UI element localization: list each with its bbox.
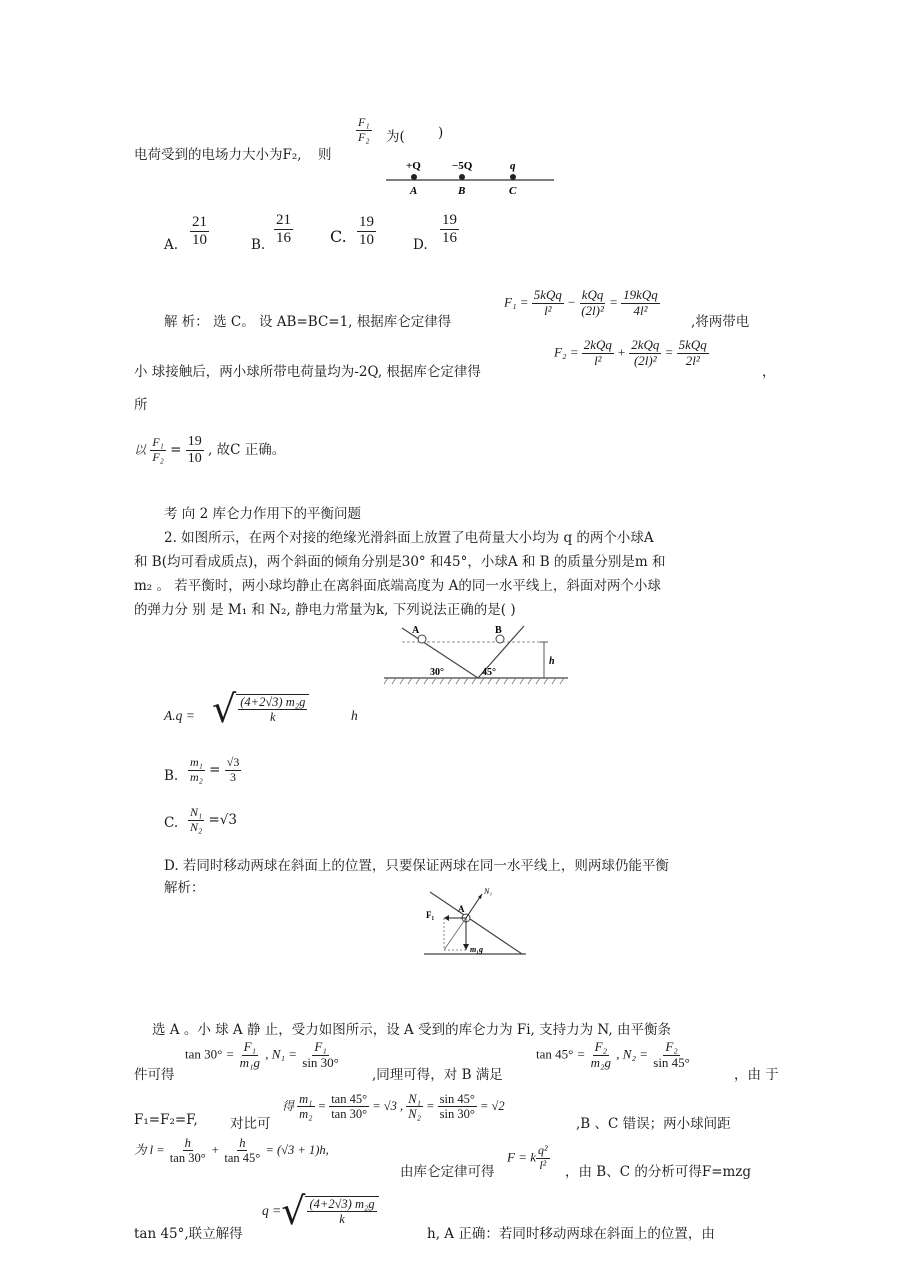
q2-solution-line3-prefix: F₁=F₂=F, (134, 1112, 198, 1128)
point-label-a: A (410, 185, 418, 197)
q2-text-line1: 2. 如图所示，在两个对接的绝缘光滑斜面上放置了电荷量大小均为 q 的两个小球A (164, 530, 654, 546)
q2-solution-eq-c: 得 $\frac{\text{m₁}}{\text{m₂}}$ = $\frac{\tan 45^\circ}{\tan 30^\circ}$ = √3 , $\frac{\text{N₁}}{\text{N₂}}$ = $\frac{\sin 45^\circ}{\sin 30^\circ}$ = √2 (282, 1092, 505, 1122)
fig2-label-n1: N₁ (484, 887, 493, 896)
q1-ratio (356, 116, 372, 145)
q1-option-a-label: A. (164, 237, 179, 253)
q2-solution-line2-tail: ，由 于 (734, 1067, 779, 1083)
point-label-c: C (509, 185, 517, 197)
force-diagram (422, 882, 532, 958)
fig-label-b: B (495, 625, 502, 636)
q2-solution-eq-e: F = k $\frac{\text{q²}}{\text{l²}}$ (507, 1143, 548, 1172)
q2-text-line3: m₂ 。 若平衡时，两小球均静止在离斜面底端高度为 A的同一水平线上，斜面对两个小球 (134, 578, 661, 594)
q1-option-c-label: C. (330, 227, 347, 246)
ball-a (418, 635, 426, 643)
q1-solution-eq2: F₂ = $\frac{\text{2kQq}}{\text{l²}}$ + $\frac{\text{2kQq}}{\text{(2l)²}}$ = $\frac{\text{5kQq}}{\text{2l²}}$ (554, 337, 707, 368)
q2-solution-line3-tail: ,B 、C 错误；两小球间距 (576, 1116, 731, 1132)
q1-option-b-label: B. (251, 237, 266, 253)
q1-then: 则 (318, 147, 332, 163)
fig2-label-a: A (458, 904, 465, 914)
q1-option-d-label: D. (413, 237, 428, 253)
q1-option-a-frac: $\frac{21}{10}$ (192, 214, 207, 249)
inclines-figure (382, 618, 570, 688)
fig2-label-mg: m₁g (470, 945, 484, 954)
fig-angle-30: 30° (430, 667, 444, 678)
q1-solution-line4: 以 $\frac{\text{F₁}}{\text{F₂}}$ = $\frac{19}{10}$ , 故C 正确。 (134, 434, 286, 467)
charge-dot-b (459, 174, 465, 180)
q1-stem-tail: 电荷受到的电场力大小为F₂, (134, 147, 302, 163)
q2-solution-eq-a: tan 30° = $\frac{\text{F₁}}{\text{m₁g}}$ , N₁ = $\frac{\text{F₁}}{\sin 30^\circ}$ (185, 1039, 339, 1070)
charge-label-a: +Q (406, 160, 421, 172)
q1-solution-line2-tail: ， (762, 364, 776, 380)
q2-solution-eq-d: 为 l = $\frac{h}{\tan 30^\circ}$ + $\frac{h}{\tan 45^\circ}$ = (√3 + 1)h, (134, 1136, 329, 1166)
q2-solution-eq-f: q =√ $\frac{\text{(4+2√3) m₂g}}{k}$ (262, 1192, 379, 1230)
q1-option-b-frac: $\frac{21}{16}$ (276, 212, 291, 247)
q2-solution-line2-mid: ,同理可得，对 B 满足 (372, 1067, 503, 1083)
q2-option-b-label: B. (164, 768, 179, 784)
charge-label-b: −5Q (452, 160, 473, 172)
q1-ask: 为( (386, 129, 405, 145)
q1-ask-close: ) (438, 125, 444, 141)
q2-solution-line4-tail: ，由 B、C 的分析可得F=mzg (565, 1164, 752, 1180)
point-label-b: B (458, 185, 466, 197)
q1-ratio-num: F₁ (358, 115, 370, 129)
charges-line-figure (384, 156, 556, 198)
q2-option-a-label: A.q = (164, 708, 195, 723)
q2-solution-line2-prefix: 件可得 (134, 1067, 175, 1083)
q1-solution-line1: 解 析： 选 C。 设 AB=BC=1, 根据库仑定律得 (164, 314, 452, 330)
q2-text-line4: 的弹力分 别 是 M₁ 和 N₂, 静电力常量为k, 下列说法正确的是( ) (134, 602, 516, 618)
section2-heading: 考 向 2 库仑力作用下的平衡问题 (164, 506, 361, 522)
q2-option-b-expr: $\frac{\text{m₁}}{\text{m₂}}$ = $\frac{√3}{3}$ (190, 755, 240, 784)
q2-solution-line5-tail: h, A 正确：若同时移动两球在斜面上的位置，由 (427, 1226, 715, 1242)
q1-solution-line3: 所 (134, 397, 148, 413)
charge-dot-c (510, 174, 516, 180)
q1-ratio-frac (356, 116, 372, 145)
q2-option-c-label: C. (164, 815, 179, 831)
q2-option-c-expr: $\frac{\text{N₁}}{\text{N₂}}$ =√3 (190, 805, 237, 834)
q2-solution-line1: 选 A 。小 球 A 静 止，受力如图所示，设 A 受到的库仑力为 Fi, 支持力为 N, 由平衡条 (152, 1022, 671, 1038)
q1-solution-line1-tail: ,将两带电 (691, 314, 750, 330)
q2-option-a-sqrt: √ $\frac{\text{(4+2√3) m₂g}}{k}$ (212, 690, 309, 728)
q2-solution-line4-mid: 由库仑定律可得 (400, 1164, 495, 1180)
q2-analysis-label: 解析： (164, 880, 205, 896)
q2-solution-line3-mid: 对比可 (230, 1116, 271, 1132)
charge-dot-a (411, 174, 417, 180)
q2-option-d: D. 若同时移动两球在斜面上的位置，只要保证两球在同一水平线上，则两球仍能平衡 (164, 858, 669, 874)
q1-solution-line2: 小 球接触后，两小球所带电荷量均为-2Q, 根据库仑定律得 (134, 364, 481, 380)
fig-label-h: h (549, 656, 555, 667)
q1-option-c-frac: $\frac{19}{10}$ (359, 214, 374, 249)
q2-text-line2: 和 B(均可看成质点)，两个斜面的倾角分别是30° 和45°，小球A 和 B 的质量分别是m 和 (134, 554, 666, 570)
charge-label-c: q (510, 160, 516, 172)
q1-solution-eq1: F₁ = $\frac{\text{5kQq}}{\text{l²}}$ − $\frac{\text{kQq}}{\text{(2l)²}}$ = $\frac{\text{19kQq}}{\text{4l²}}$ (504, 287, 658, 318)
fig-angle-45: 45° (482, 667, 496, 678)
q2-option-a-tail: h (351, 708, 358, 723)
q2-solution-eq-b: tan 45° = $\frac{\text{F₂}}{\text{m₂g}}$ , N₂ = $\frac{\text{F₂}}{\sin 45^\circ}$ (536, 1039, 690, 1070)
q1-option-d-frac: $\frac{19}{16}$ (442, 212, 457, 247)
ball-b (496, 635, 504, 643)
fig2-label-f1: F₁ (426, 910, 435, 920)
q1-ratio-den: F₂ (358, 129, 370, 144)
fig-label-a: A (412, 625, 420, 636)
q2-solution-line5-prefix: tan 45°,联立解得 (134, 1226, 243, 1242)
